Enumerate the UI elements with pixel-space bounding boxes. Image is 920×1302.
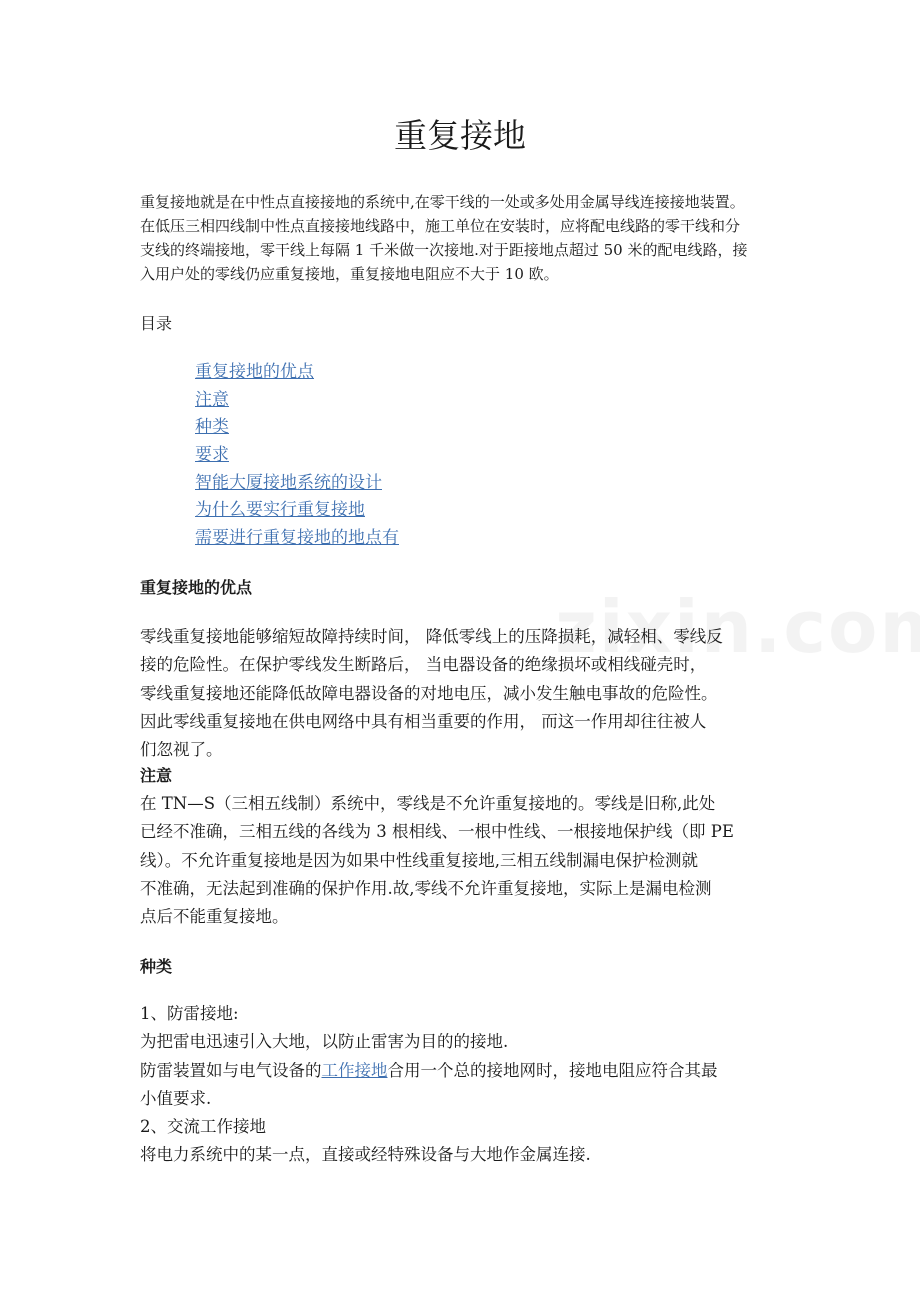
toc-item bbox=[195, 442, 399, 470]
toc-item bbox=[195, 525, 399, 553]
advantages-line: 零线重复接地还能降低故障电器设备的对地电压，减小发生触电事故的危险性。 bbox=[140, 683, 718, 703]
toc-label: 目录 bbox=[140, 314, 173, 333]
toc-link-locations[interactable]: 需要进行重复接地的地点有 bbox=[195, 528, 399, 549]
toc-item bbox=[195, 470, 399, 498]
notice-line: 点后不能重复接地。 bbox=[140, 907, 289, 927]
toc-link-notice[interactable]: 注意 bbox=[195, 389, 229, 410]
toc-link-advantages[interactable]: 重复接地的优点 bbox=[195, 362, 314, 382]
intro-line: 支线的终端接地，零干线上每隔 1 千米做一次接地.对于距接地点超过 50 米的配电线路，接 bbox=[140, 241, 748, 259]
advantages-line: 们忽视了。 bbox=[140, 740, 223, 760]
toc-item bbox=[195, 497, 399, 525]
intro-paragraph bbox=[140, 190, 790, 286]
advantages-line: 零线重复接地能够缩短故障持续时间， 降低零线上的压降损耗，减轻相、零线反 bbox=[140, 627, 723, 646]
section-heading-advantages: 重复接地的优点 bbox=[140, 578, 253, 597]
toc-item bbox=[195, 387, 399, 415]
toc-link-smart-building[interactable]: 智能大厦接地系统的设计 bbox=[195, 472, 382, 493]
types-paragraph bbox=[140, 1000, 790, 1170]
notice-line: 不准确，无法起到准确的保护作用.故,零线不允许重复接地，实际上是漏电检测 bbox=[140, 878, 712, 898]
toc-link-types[interactable]: 种类 bbox=[195, 417, 229, 438]
section-heading-notice: 注意 bbox=[140, 766, 173, 785]
toc-item bbox=[195, 414, 399, 442]
intro-line: 重复接地就是在中性点直接接地的系统中,在零干线的一处或多处用金属导线连接接地装置。 bbox=[140, 193, 745, 211]
section-heading-types: 种类 bbox=[140, 957, 173, 976]
advantages-paragraph bbox=[140, 623, 790, 764]
types-text: 防雷装置如与电气设备的 bbox=[140, 1060, 322, 1080]
intro-line: 入用户处的零线仍应重复接地，重复接地电阻应不大于 10 欧。 bbox=[140, 265, 559, 283]
notice-line: 已经不准确，三相五线的各线为 3 根相线、一根中性线、一根接地保护线（即 PE bbox=[140, 822, 734, 842]
types-line-with-link bbox=[140, 1057, 790, 1085]
notice-paragraph bbox=[140, 790, 790, 931]
types-line: 为把雷电迅速引入大地，以防止雷害为目的的接地. bbox=[140, 1032, 509, 1052]
page-title: 重复接地 bbox=[394, 116, 526, 155]
notice-line: 在 TN—S（三相五线制）系统中，零线是不允许重复接地的。零线是旧称,此处 bbox=[140, 794, 716, 813]
advantages-line: 因此零线重复接地在供电网络中具有相当重要的作用， 而这一作用却往往被人 bbox=[140, 711, 707, 731]
table-of-contents bbox=[195, 359, 399, 553]
toc-item bbox=[195, 359, 399, 387]
notice-line: 线）。不允许重复接地是因为如果中性线重复接地,三相五线制漏电保护检测就 bbox=[140, 850, 698, 870]
types-item-title: 1、防雷接地: bbox=[140, 1004, 239, 1023]
toc-link-why[interactable]: 为什么要实行重复接地 bbox=[195, 500, 365, 521]
intro-line: 在低压三相四线制中性点直接接地线路中，施工单位在安装时，应将配电线路的零干线和分 bbox=[140, 217, 741, 235]
working-ground-link[interactable]: 工作接地 bbox=[321, 1060, 388, 1080]
types-line: 小值要求. bbox=[140, 1088, 212, 1108]
toc-link-requirements[interactable]: 要求 bbox=[195, 445, 229, 466]
advantages-line: 接的危险性。在保护零线发生断路后， 当电器设备的绝缘损坏或相线碰壳时， bbox=[140, 655, 707, 675]
types-item-title: 2、交流工作接地 bbox=[140, 1117, 266, 1137]
types-text: 合用一个总的接地网时，接地电阻应符合其最 bbox=[387, 1060, 718, 1080]
types-line: 将电力系统中的某一点，直接或经特殊设备与大地作金属连接. bbox=[140, 1145, 591, 1165]
